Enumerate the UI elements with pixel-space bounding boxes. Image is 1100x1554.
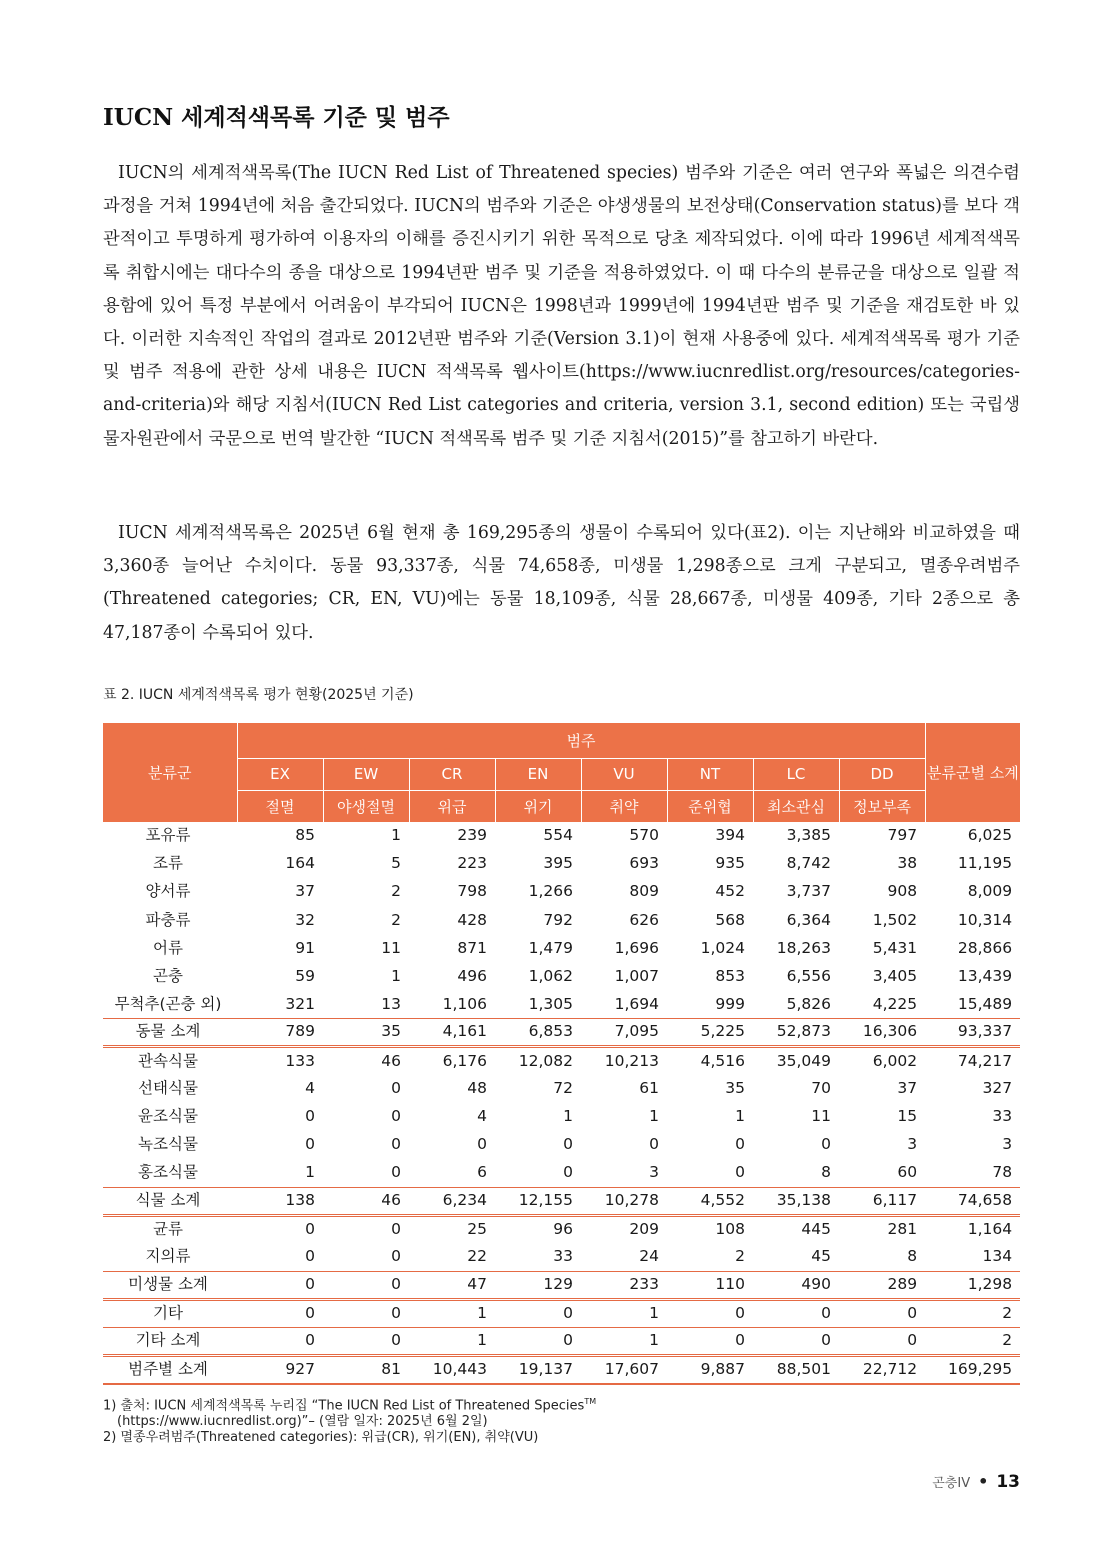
cell-value: 1,106 bbox=[442, 994, 487, 1013]
cell-value: 47 bbox=[409, 1272, 495, 1300]
cell-value: 93,337 bbox=[925, 1019, 1020, 1047]
cell-value: 289 bbox=[839, 1272, 925, 1300]
footer-separator: • bbox=[978, 1472, 989, 1491]
header-code-nt: NT bbox=[667, 758, 753, 790]
cell-value: 0 bbox=[323, 1272, 409, 1300]
cell-value: 11,195 bbox=[957, 854, 1013, 873]
cell-value: 9,887 bbox=[667, 1356, 753, 1384]
cell-value: 1,298 bbox=[925, 1272, 1020, 1300]
header-name-ex: 절멸 bbox=[237, 790, 323, 822]
cell-value: 164 bbox=[285, 854, 315, 873]
cell-value: 0 bbox=[391, 1163, 401, 1182]
cell-value: 1,696 bbox=[614, 938, 659, 957]
cell-value: 10,443 bbox=[409, 1356, 495, 1384]
table-row bbox=[103, 878, 1020, 906]
header-code-cr: CR bbox=[409, 758, 495, 790]
cell-value: 223 bbox=[457, 854, 487, 873]
cell-value: 209 bbox=[581, 1215, 667, 1243]
header-subtotal: 분류군별 소계 bbox=[925, 723, 1020, 822]
cell-value: 4 bbox=[477, 1107, 487, 1126]
cell-value: 10,278 bbox=[581, 1187, 667, 1215]
cell-value: 46 bbox=[323, 1187, 409, 1215]
cell-value: 37 bbox=[897, 1079, 918, 1098]
trademark-mark: TM bbox=[584, 1397, 597, 1406]
cell-value: 0 bbox=[237, 1300, 323, 1328]
table-row bbox=[103, 1047, 1020, 1075]
table-row bbox=[103, 934, 1020, 962]
cell-value: 4,161 bbox=[409, 1019, 495, 1047]
row-label: 양서류 bbox=[145, 882, 191, 901]
header-code-ew: EW bbox=[323, 758, 409, 790]
cell-value: 3 bbox=[649, 1163, 659, 1182]
cell-value: 6,556 bbox=[786, 966, 831, 985]
cell-value: 0 bbox=[237, 1215, 323, 1243]
cell-value: 792 bbox=[543, 910, 573, 929]
cell-value: 11 bbox=[811, 1107, 831, 1126]
cell-value: 6,234 bbox=[409, 1187, 495, 1215]
table-row bbox=[103, 1356, 1020, 1384]
cell-value: 5,225 bbox=[667, 1019, 753, 1047]
table-row bbox=[103, 1131, 1020, 1159]
table-row bbox=[103, 906, 1020, 934]
cell-value: 1,164 bbox=[925, 1215, 1020, 1243]
cell-value: 18,263 bbox=[776, 938, 831, 957]
header-group: 분류군 bbox=[103, 723, 237, 822]
cell-value: 6,364 bbox=[786, 910, 831, 929]
row-label: 미생물 소계 bbox=[103, 1272, 237, 1300]
page-number: 13 bbox=[996, 1472, 1020, 1492]
cell-value: 129 bbox=[495, 1272, 581, 1300]
cell-value: 37 bbox=[295, 882, 315, 901]
header-category: 범주 bbox=[237, 723, 925, 758]
cell-value: 1,305 bbox=[528, 994, 573, 1013]
cell-value: 1,266 bbox=[528, 882, 573, 901]
table-row bbox=[103, 1159, 1020, 1187]
cell-value: 789 bbox=[237, 1019, 323, 1047]
table-subtotal-row bbox=[103, 1187, 1020, 1215]
cell-value: 78 bbox=[992, 1163, 1013, 1182]
cell-value: 81 bbox=[323, 1356, 409, 1384]
cell-value: 327 bbox=[982, 1079, 1013, 1098]
row-label: 선태식물 bbox=[138, 1079, 198, 1098]
cell-value: 10,314 bbox=[957, 910, 1013, 929]
cell-value: 3,405 bbox=[872, 966, 918, 985]
cell-value: 0 bbox=[563, 1135, 573, 1154]
cell-value: 11 bbox=[381, 938, 401, 957]
cell-value: 46 bbox=[323, 1047, 409, 1075]
cell-value: 15,489 bbox=[957, 994, 1013, 1013]
cell-value: 871 bbox=[457, 938, 487, 957]
row-label: 홍조식물 bbox=[138, 1163, 198, 1182]
cell-value: 809 bbox=[629, 882, 659, 901]
cell-value: 0 bbox=[563, 1163, 573, 1182]
cell-value: 35,138 bbox=[753, 1187, 839, 1215]
cell-value: 0 bbox=[391, 1135, 401, 1154]
cell-value: 88,501 bbox=[753, 1356, 839, 1384]
cell-value: 797 bbox=[887, 826, 918, 845]
cell-value: 15 bbox=[897, 1107, 918, 1126]
cell-value: 38 bbox=[897, 854, 918, 873]
cell-value: 1 bbox=[391, 826, 401, 845]
cell-value: 17,607 bbox=[581, 1356, 667, 1384]
cell-value: 568 bbox=[715, 910, 745, 929]
cell-value: 1 bbox=[649, 1107, 659, 1126]
cell-value: 24 bbox=[639, 1247, 659, 1266]
body-paragraph-2: IUCN 세계적색목록은 2025년 6월 현재 총 169,295종의 생물이 수록되어 있다(표2). 이는 지난해와 비교하였을 때 3,360종 늘어난 수치이다. 동물 93,337종, 식물 74,658종, 미생물 1,298종으로 크게 구분되고, 멸종우려범주(Threatened categories; CR, EN, VU)에는 동물 18,109종, 식물 28,667종, 미생물 409종, 기타 2종으로 총 47,187종이 수록되어 있다. bbox=[103, 523, 1020, 643]
cell-value: 0 bbox=[495, 1300, 581, 1328]
cell-value: 59 bbox=[295, 966, 315, 985]
cell-value: 999 bbox=[715, 994, 745, 1013]
table-row bbox=[103, 962, 1020, 990]
cell-value: 496 bbox=[457, 966, 487, 985]
cell-value: 138 bbox=[237, 1187, 323, 1215]
header-code-en: EN bbox=[495, 758, 581, 790]
cell-value: 0 bbox=[391, 1079, 401, 1098]
cell-value: 8 bbox=[821, 1163, 831, 1182]
cell-value: 0 bbox=[753, 1300, 839, 1328]
cell-value: 12,082 bbox=[495, 1047, 581, 1075]
cell-value: 60 bbox=[897, 1163, 918, 1182]
cell-value: 6,176 bbox=[409, 1047, 495, 1075]
cell-value: 0 bbox=[753, 1328, 839, 1356]
cell-value: 693 bbox=[629, 854, 659, 873]
page-footer bbox=[932, 1472, 1020, 1492]
header-name-ew: 야생절멸 bbox=[323, 790, 409, 822]
cell-value: 1,024 bbox=[700, 938, 745, 957]
table-row bbox=[103, 850, 1020, 878]
cell-value: 32 bbox=[295, 910, 315, 929]
body-paragraph-1: IUCN의 세계적색목록(The IUCN Red List of Threatened species) 범주와 기준은 여러 연구와 폭넓은 의견수렴 과정을 거쳐 1994년에 처음 출간되었다. IUCN의 범주와 기준은 야생생물의 보전상태(Conservation status)를 보다 객관적이고 투명하게 평가하여 이용자의 이해를 증진시키기 위한 목적으로 당초 제작되었다. 이에 따라 1996년 세계적색목록 취합시에는 대다수의 종을 대상으로 1994년판 범주 및 기준을 적용하였었다. 이 때 다수의 분류군을 대상으로 일괄 적용함에 있어 특정 부분에서 어려움이 부각되어 IUCN은 1998년과 1999년에 1994년판 범주 및 기준을 재검토한 바 있다. 이러한 지속적인 작업의 결과로 2012년판 범주와 기준(Version 3.1)이 현재 사용중에 있다. 세계적색목록 평가 기준 및 범주 적용에 관한 상세 내용은 IUCN 적색목록 웹사이트(https://www.iucnredlist.org/resources/categories-and-criteria)와 해당 지침서(IUCN Red List categories and criteria, version 3.1, second edition) 또는 국립생물자원관에서 국문으로 번역 발간한 “IUCN 적색목록 범주 및 기준 지침서(2015)”를 참고하기 바란다. bbox=[103, 163, 1020, 449]
cell-value: 7,095 bbox=[581, 1019, 667, 1047]
cell-value: 1,479 bbox=[528, 938, 573, 957]
cell-value: 85 bbox=[295, 826, 315, 845]
cell-value: 281 bbox=[839, 1215, 925, 1243]
cell-value: 0 bbox=[735, 1163, 745, 1182]
cell-value: 22 bbox=[467, 1247, 487, 1266]
cell-value: 13 bbox=[381, 994, 401, 1013]
cell-value: 74,658 bbox=[925, 1187, 1020, 1215]
footnotes bbox=[103, 1394, 596, 1446]
cell-value: 1 bbox=[409, 1328, 495, 1356]
header-name-nt: 준위협 bbox=[667, 790, 753, 822]
row-label: 파충류 bbox=[145, 910, 191, 929]
cell-value: 25 bbox=[409, 1215, 495, 1243]
cell-value: 2 bbox=[391, 910, 401, 929]
row-label: 동물 소계 bbox=[103, 1019, 237, 1047]
cell-value: 4,225 bbox=[872, 994, 918, 1013]
cell-value: 445 bbox=[753, 1215, 839, 1243]
cell-value: 853 bbox=[715, 966, 745, 985]
cell-value: 1 bbox=[581, 1328, 667, 1356]
section-title: IUCN 세계적색목록 기준 및 범주 bbox=[103, 104, 450, 131]
header-code-vu: VU bbox=[581, 758, 667, 790]
cell-value: 0 bbox=[667, 1328, 753, 1356]
cell-value: 35 bbox=[323, 1019, 409, 1047]
cell-value: 0 bbox=[391, 1247, 401, 1266]
cell-value: 0 bbox=[305, 1135, 315, 1154]
cell-value: 35,049 bbox=[753, 1047, 839, 1075]
header-name-dd: 정보부족 bbox=[839, 790, 925, 822]
cell-value: 13,439 bbox=[957, 966, 1013, 985]
cell-value: 5 bbox=[391, 854, 401, 873]
cell-value: 91 bbox=[295, 938, 315, 957]
table-subtotal-row bbox=[103, 1272, 1020, 1300]
cell-value: 110 bbox=[667, 1272, 753, 1300]
row-label: 곤충 bbox=[153, 966, 183, 985]
cell-value: 0 bbox=[839, 1328, 925, 1356]
cell-value: 6,853 bbox=[495, 1019, 581, 1047]
table-row bbox=[103, 1215, 1020, 1243]
header-code-ex: EX bbox=[237, 758, 323, 790]
cell-value: 0 bbox=[735, 1135, 745, 1154]
cell-value: 134 bbox=[982, 1247, 1013, 1266]
cell-value: 395 bbox=[543, 854, 573, 873]
cell-value: 96 bbox=[495, 1215, 581, 1243]
table-subtotal-row bbox=[103, 1019, 1020, 1047]
table-subtotal-row bbox=[103, 1328, 1020, 1356]
cell-value: 74,217 bbox=[925, 1047, 1020, 1075]
table-row bbox=[103, 1075, 1020, 1103]
cell-value: 935 bbox=[715, 854, 745, 873]
cell-value: 3 bbox=[907, 1135, 918, 1154]
row-label: 식물 소계 bbox=[103, 1187, 237, 1215]
footnote-1 bbox=[103, 1394, 596, 1414]
row-label: 기타 bbox=[103, 1300, 237, 1328]
cell-value: 0 bbox=[821, 1135, 831, 1154]
cell-value: 0 bbox=[839, 1300, 925, 1328]
footer-section-name: 곤충IV bbox=[932, 1476, 971, 1491]
row-label: 지의류 bbox=[145, 1247, 191, 1266]
cell-value: 10,213 bbox=[581, 1047, 667, 1075]
cell-value: 1,502 bbox=[872, 910, 918, 929]
header-code-lc: LC bbox=[753, 758, 839, 790]
cell-value: 45 bbox=[811, 1247, 831, 1266]
header-name-en: 위기 bbox=[495, 790, 581, 822]
table-caption: 표 2. IUCN 세계적색목록 평가 현황(2025년 기준) bbox=[103, 687, 414, 703]
cell-value: 0 bbox=[323, 1215, 409, 1243]
cell-value: 4 bbox=[305, 1079, 315, 1098]
cell-value: 169,295 bbox=[925, 1356, 1020, 1384]
cell-value: 0 bbox=[323, 1328, 409, 1356]
cell-value: 0 bbox=[391, 1107, 401, 1126]
cell-value: 8,742 bbox=[786, 854, 831, 873]
cell-value: 452 bbox=[715, 882, 745, 901]
row-label: 범주별 소계 bbox=[103, 1356, 237, 1384]
row-label: 포유류 bbox=[145, 826, 191, 845]
cell-value: 52,873 bbox=[753, 1019, 839, 1047]
cell-value: 22,712 bbox=[839, 1356, 925, 1384]
cell-value: 570 bbox=[629, 826, 659, 845]
cell-value: 0 bbox=[649, 1135, 659, 1154]
cell-value: 554 bbox=[543, 826, 573, 845]
cell-value: 1,007 bbox=[614, 966, 659, 985]
cell-value: 1 bbox=[391, 966, 401, 985]
cell-value: 490 bbox=[753, 1272, 839, 1300]
redlist-status-table bbox=[103, 723, 1020, 1385]
footnote-1-url: (https://www.iucnredlist.org)”– (열람 일자: 2025년 6월 2일) bbox=[117, 1414, 488, 1430]
cell-value: 28,866 bbox=[957, 938, 1013, 957]
cell-value: 3,737 bbox=[786, 882, 831, 901]
table-row bbox=[103, 991, 1020, 1019]
cell-value: 72 bbox=[553, 1079, 573, 1098]
row-label: 균류 bbox=[103, 1215, 237, 1243]
cell-value: 321 bbox=[285, 994, 315, 1013]
cell-value: 33 bbox=[553, 1247, 573, 1266]
cell-value: 2 bbox=[735, 1247, 745, 1266]
header-name-lc: 최소관심 bbox=[753, 790, 839, 822]
cell-value: 2 bbox=[391, 882, 401, 901]
row-label: 기타 소계 bbox=[103, 1328, 237, 1356]
cell-value: 3,385 bbox=[786, 826, 831, 845]
cell-value: 8 bbox=[907, 1247, 918, 1266]
cell-value: 12,155 bbox=[495, 1187, 581, 1215]
header-name-cr: 위급 bbox=[409, 790, 495, 822]
cell-value: 394 bbox=[715, 826, 745, 845]
cell-value: 233 bbox=[581, 1272, 667, 1300]
cell-value: 5,826 bbox=[786, 994, 831, 1013]
cell-value: 35 bbox=[725, 1079, 745, 1098]
cell-value: 16,306 bbox=[839, 1019, 925, 1047]
cell-value: 1,694 bbox=[614, 994, 659, 1013]
cell-value: 0 bbox=[323, 1300, 409, 1328]
cell-value: 2 bbox=[925, 1300, 1020, 1328]
cell-value: 1 bbox=[305, 1163, 315, 1182]
cell-value: 33 bbox=[992, 1107, 1013, 1126]
cell-value: 908 bbox=[887, 882, 918, 901]
footnote-2: 2) 멸종우려범주(Threatened categories): 위급(CR), 위기(EN), 취약(VU) bbox=[103, 1430, 539, 1446]
cell-value: 3 bbox=[1002, 1135, 1013, 1154]
row-label: 무척추(곤충 외) bbox=[114, 994, 222, 1013]
cell-value: 0 bbox=[305, 1107, 315, 1126]
row-label: 윤조식물 bbox=[138, 1107, 198, 1126]
table-row bbox=[103, 1103, 1020, 1131]
cell-value: 239 bbox=[457, 826, 487, 845]
cell-value: 133 bbox=[237, 1047, 323, 1075]
cell-value: 6,025 bbox=[967, 826, 1013, 845]
cell-value: 4,552 bbox=[667, 1187, 753, 1215]
cell-value: 0 bbox=[237, 1272, 323, 1300]
cell-value: 626 bbox=[629, 910, 659, 929]
cell-value: 428 bbox=[457, 910, 487, 929]
cell-value: 0 bbox=[477, 1135, 487, 1154]
cell-value: 798 bbox=[457, 882, 487, 901]
cell-value: 0 bbox=[667, 1300, 753, 1328]
cell-value: 0 bbox=[305, 1247, 315, 1266]
cell-value: 108 bbox=[667, 1215, 753, 1243]
cell-value: 61 bbox=[639, 1079, 659, 1098]
cell-value: 1 bbox=[563, 1107, 573, 1126]
cell-value: 1 bbox=[735, 1107, 745, 1126]
cell-value: 8,009 bbox=[967, 882, 1013, 901]
cell-value: 927 bbox=[237, 1356, 323, 1384]
row-label: 어류 bbox=[153, 938, 183, 957]
cell-value: 70 bbox=[811, 1079, 831, 1098]
table-row bbox=[103, 1300, 1020, 1328]
cell-value: 6,117 bbox=[839, 1187, 925, 1215]
cell-value: 48 bbox=[467, 1079, 487, 1098]
cell-value: 1 bbox=[409, 1300, 495, 1328]
header-code-dd: DD bbox=[839, 758, 925, 790]
cell-value: 6,002 bbox=[839, 1047, 925, 1075]
cell-value: 19,137 bbox=[495, 1356, 581, 1384]
row-label: 조류 bbox=[153, 854, 183, 873]
table-row bbox=[103, 1243, 1020, 1271]
cell-value: 6 bbox=[477, 1163, 487, 1182]
table-row bbox=[103, 822, 1020, 850]
cell-value: 1,062 bbox=[528, 966, 573, 985]
cell-value: 0 bbox=[495, 1328, 581, 1356]
header-name-vu: 취약 bbox=[581, 790, 667, 822]
cell-value: 5,431 bbox=[872, 938, 918, 957]
row-label: 관속식물 bbox=[103, 1047, 237, 1075]
cell-value: 4,516 bbox=[667, 1047, 753, 1075]
footnote-1-text: 1) 출처: IUCN 세계적색목록 누리집 “The IUCN Red List of Threatened Species bbox=[103, 1398, 585, 1414]
cell-value: 1 bbox=[581, 1300, 667, 1328]
cell-value: 0 bbox=[237, 1328, 323, 1356]
cell-value: 2 bbox=[925, 1328, 1020, 1356]
row-label: 녹조식물 bbox=[138, 1135, 198, 1154]
